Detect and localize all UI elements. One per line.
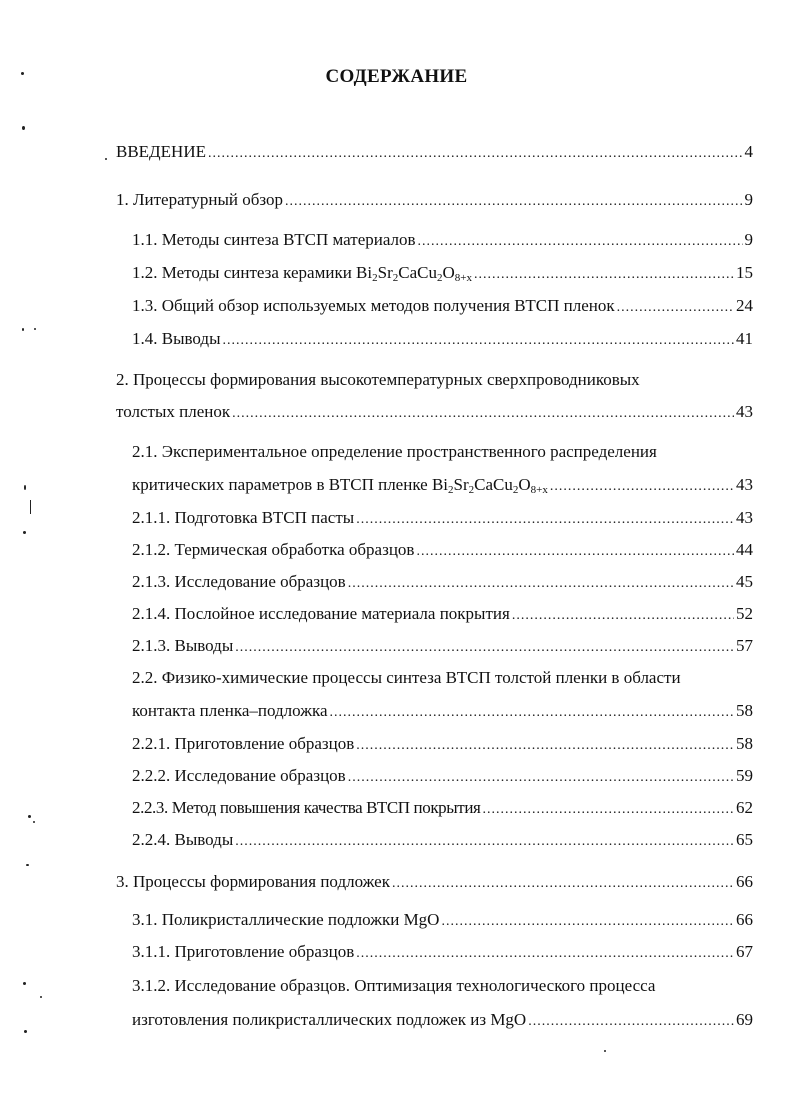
toc-entry-chapter-1[interactable] bbox=[116, 189, 753, 213]
toc-entry-label: толстых пленок bbox=[116, 402, 231, 421]
scan-speck bbox=[24, 1030, 27, 1033]
toc-page-number: 43 bbox=[736, 402, 753, 421]
toc-entry-label: 2.1.3. Исследование образцов bbox=[132, 572, 346, 591]
toc-page-number: 58 bbox=[736, 734, 753, 753]
toc-entry-2-2-1[interactable] bbox=[132, 733, 753, 757]
toc-entry-2-1-3[interactable] bbox=[132, 571, 753, 595]
toc-page-number: 67 bbox=[736, 942, 753, 961]
toc-entry-label: ВВЕДЕНИЕ bbox=[116, 142, 206, 161]
toc-entry-label: 1.1. Методы синтеза ВТСП материалов bbox=[132, 230, 416, 249]
toc-entry-label: 3.1. Поликристаллические подложки MgO bbox=[132, 910, 440, 929]
scan-speck bbox=[26, 864, 29, 866]
toc-leader-dots bbox=[356, 509, 734, 531]
toc-leader-dots bbox=[392, 873, 734, 895]
toc-leader-dots bbox=[232, 403, 734, 425]
scan-speck bbox=[30, 500, 31, 514]
toc-leader-dots bbox=[285, 191, 742, 213]
toc-leader-dots bbox=[512, 605, 734, 627]
toc-entry-2-2[interactable] bbox=[132, 700, 753, 724]
scan-speck bbox=[40, 996, 42, 998]
toc-page-number: 41 bbox=[736, 329, 753, 348]
toc-page-number: 59 bbox=[736, 766, 753, 785]
toc-page-number: 45 bbox=[736, 572, 753, 591]
toc-entry-2-1[interactable] bbox=[132, 474, 753, 498]
toc-entry-2-1-5[interactable] bbox=[132, 635, 753, 659]
toc-entry-1-2[interactable] bbox=[132, 262, 753, 286]
toc-leader-dots bbox=[418, 231, 743, 253]
toc-page-number: 69 bbox=[736, 1010, 753, 1029]
toc-entry-2-1-2[interactable] bbox=[132, 539, 753, 563]
toc-entry-label: 3.1.1. Приготовление образцов bbox=[132, 942, 355, 961]
toc-leader-dots bbox=[330, 702, 734, 724]
toc-entry-chapter-3[interactable] bbox=[116, 871, 753, 895]
toc-leader-dots bbox=[348, 767, 734, 789]
toc-entry-label: изготовления поликристаллических подложек из MgO bbox=[132, 1010, 527, 1029]
toc-leader-dots bbox=[235, 637, 734, 659]
toc-entry-label: 1.3. Общий обзор используемых методов получения ВТСП пленок bbox=[132, 296, 615, 315]
toc-entry-label: 1. Литературный обзор bbox=[116, 190, 284, 209]
scan-speck bbox=[34, 328, 36, 330]
toc-entry-3-1-2[interactable] bbox=[132, 1009, 753, 1033]
toc-entry-label: критических параметров в ВТСП пленке $Bi_2Sr_2CaCu_2O_{8+x}$ bbox=[132, 475, 548, 496]
toc-leader-dots bbox=[617, 297, 734, 319]
toc-page-number: 15 bbox=[736, 263, 753, 282]
toc-entry-label: 2.1.1. Подготовка ВТСП пасты bbox=[132, 508, 355, 527]
toc-entry-1-4[interactable] bbox=[132, 328, 753, 352]
toc-entry-label: 1.2. Методы синтеза керамики $Bi_2Sr_2CaCu_2O_{8+x}$ bbox=[132, 263, 472, 284]
toc-entry-2-2-line1: 2.2. Физико-химические процессы синтеза ВТСП толстой пленки в области bbox=[132, 668, 681, 687]
toc-page-number: 44 bbox=[736, 540, 753, 559]
toc-entry-label: 2.1.4. Послойное исследование материала покрытия bbox=[132, 604, 510, 623]
toc-leader-dots bbox=[416, 541, 734, 563]
toc-page-number: 57 bbox=[736, 636, 753, 655]
page-title: СОДЕРЖАНИЕ bbox=[325, 66, 468, 87]
scan-speck bbox=[24, 485, 26, 490]
toc-entry-2-2-3[interactable] bbox=[132, 797, 753, 821]
toc-leader-dots bbox=[474, 264, 734, 286]
toc-page-number: 43 bbox=[736, 508, 753, 527]
toc-entry-label: 2.1.2. Термическая обработка образцов bbox=[132, 540, 415, 559]
scan-speck bbox=[33, 821, 35, 823]
toc-leader-dots bbox=[482, 799, 734, 821]
toc-leader-dots bbox=[528, 1011, 734, 1033]
toc-page-number: 9 bbox=[744, 190, 753, 209]
chemical-formula: $Bi_2Sr_2CaCu_2O_{8+x}$ bbox=[431, 475, 548, 496]
toc-entry-label: 2.1.3. Выводы bbox=[132, 636, 234, 655]
scan-speck bbox=[105, 158, 107, 160]
toc-entry-label: 2.2.4. Выводы bbox=[132, 830, 234, 849]
toc-page-number: 62 bbox=[736, 798, 753, 817]
toc-entry-chapter-2[interactable] bbox=[116, 401, 753, 425]
toc-entry-label: 1.4. Выводы bbox=[132, 329, 221, 348]
toc-entry-2-2-4[interactable] bbox=[132, 829, 753, 853]
scan-speck bbox=[22, 126, 25, 130]
toc-leader-dots bbox=[235, 831, 734, 853]
scan-speck bbox=[23, 982, 26, 985]
chemical-formula: $Bi_2Sr_2CaCu_2O_{8+x}$ bbox=[356, 263, 472, 284]
toc-leader-dots bbox=[550, 476, 734, 498]
toc-leader-dots bbox=[223, 330, 734, 352]
toc-entry-2-1-4[interactable] bbox=[132, 603, 753, 627]
toc-entry-3-1[interactable] bbox=[132, 909, 753, 933]
toc-entry-label: 2.2.3. Метод повышения качества ВТСП покрытия bbox=[132, 798, 481, 817]
toc-leader-dots bbox=[356, 943, 734, 965]
toc-leader-dots bbox=[441, 911, 734, 933]
toc-entry-chapter-2-line1: 2. Процессы формирования высокотемпературных сверхпроводниковых bbox=[116, 370, 640, 389]
scan-speck bbox=[604, 1050, 606, 1052]
toc-leader-dots bbox=[348, 573, 734, 595]
toc-entry-introduction[interactable] bbox=[116, 141, 753, 165]
toc-page-number: 66 bbox=[736, 872, 753, 891]
toc-entry-2-1-1[interactable] bbox=[132, 507, 753, 531]
toc-entry-2-1-line1: 2.1. Экспериментальное определение пространственного распределения bbox=[132, 442, 657, 461]
scan-speck bbox=[28, 815, 31, 818]
toc-page-number: 24 bbox=[736, 296, 753, 315]
toc-entry-1-1[interactable] bbox=[132, 229, 753, 253]
toc-entry-3-1-2-line1: 3.1.2. Исследование образцов. Оптимизация технологического процесса bbox=[132, 976, 656, 995]
toc-entry-label: контакта пленка–подложка bbox=[132, 701, 328, 720]
toc-entry-label: 3. Процессы формирования подложек bbox=[116, 872, 390, 891]
toc-leader-dots bbox=[208, 143, 743, 165]
scan-speck bbox=[22, 328, 24, 331]
scan-speck bbox=[23, 531, 26, 534]
toc-page-number: 9 bbox=[744, 230, 753, 249]
toc-entry-label: 2.2.1. Приготовление образцов bbox=[132, 734, 355, 753]
toc-entry-2-2-2[interactable] bbox=[132, 765, 753, 789]
toc-page-number: 66 bbox=[736, 910, 753, 929]
toc-page-number: 58 bbox=[736, 701, 753, 720]
toc-entry-label: 2.2.2. Исследование образцов bbox=[132, 766, 346, 785]
toc-leader-dots bbox=[356, 735, 734, 757]
toc-entry-1-3[interactable] bbox=[132, 295, 753, 319]
toc-page-number: 65 bbox=[736, 830, 753, 849]
toc-entry-3-1-1[interactable] bbox=[132, 941, 753, 965]
toc-page-number: 4 bbox=[744, 142, 753, 161]
scan-speck bbox=[21, 72, 24, 75]
toc-page-number: 52 bbox=[736, 604, 753, 623]
toc-page-number: 43 bbox=[736, 475, 753, 494]
